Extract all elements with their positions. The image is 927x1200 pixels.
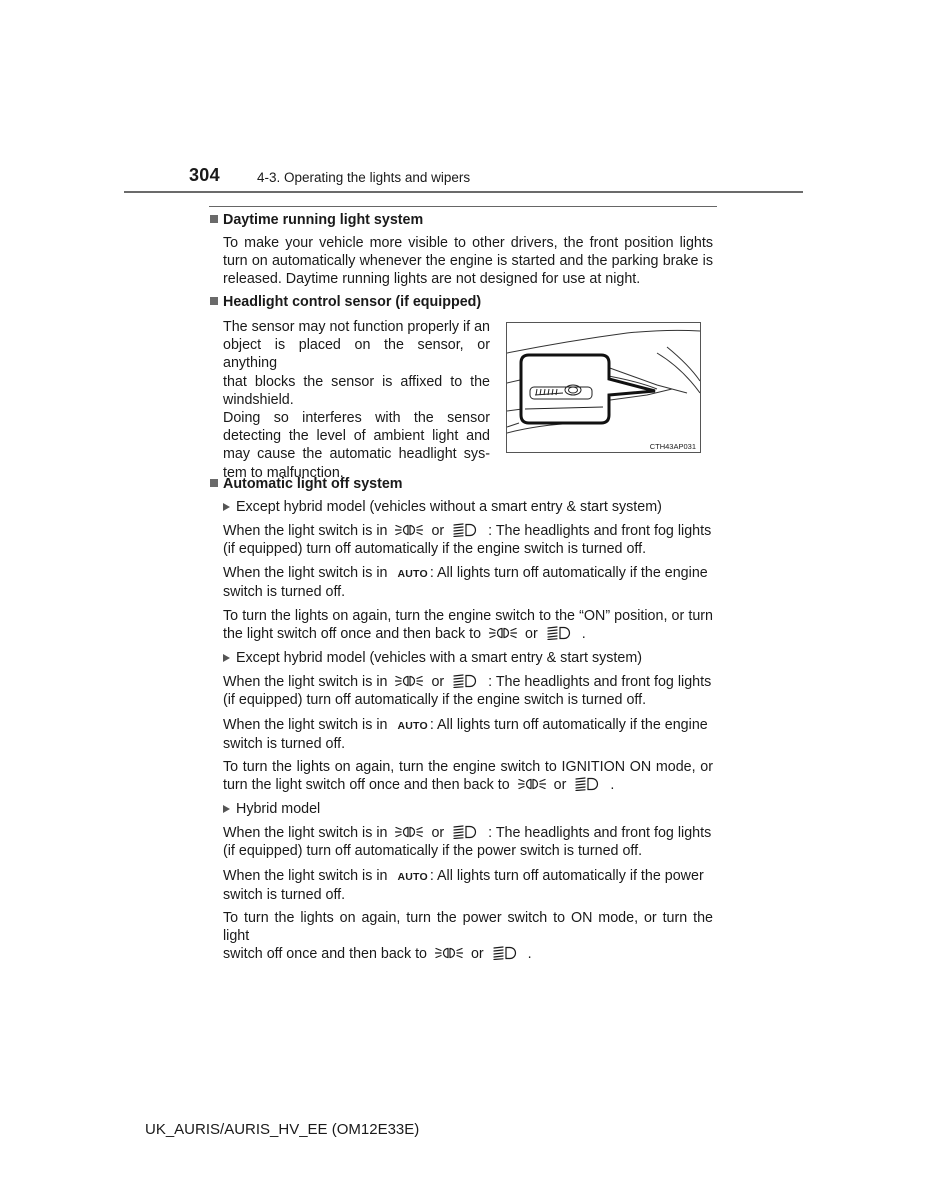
triangle-bullet-icon [223,654,230,662]
auto-icon: AUTO [397,568,428,580]
list-item: When the light switch is in AUTO : All lights turn off automatically if the power switch is turned off. [223,868,704,904]
tail-light-icon [394,825,424,839]
drl-paragraph: To make your vehicle more visible to other drivers, the front position lights turn on automatically whenever the engine is started and the parking brake is released. Daytime running lights are not designed for use at night. [223,235,713,288]
list-item: When the light switch is in or : The headlights and front fog lights (if equipped) turn off automatically if the engine switch is turned off. [223,523,712,558]
headlight-icon [545,626,575,640]
list-item: To turn the lights on again, turn the engine switch to IGNITION ON mode, or turn the light switch off once and then back to or . [223,759,713,794]
heading-automatic-light-off: Automatic light off system [210,476,403,492]
footer-document-code: UK_AURIS/AURIS_HV_EE (OM12E33E) [145,1121,420,1138]
page-number: 304 [189,165,220,185]
sensor-paragraph: The sensor may not function properly if an object is placed on the sensor, or anything that blocks the sensor is affixed to the windshield. Doing so interferes with the sensor detecting the level of ambient light and may cause the automatic headlight sys- tem to malfunction. [223,319,491,481]
subsection-label: Except hybrid model (vehicles without a smart entry & start system) [223,498,662,516]
tail-light-icon [394,523,424,537]
tail-light-icon [517,777,547,791]
headlight-icon [451,674,481,688]
list-item: When the light switch is in or : The headlights and front fog lights (if equipped) turn off automatically if the engine switch is turned off. [223,674,712,709]
square-bullet-icon [210,479,218,487]
auto-icon: AUTO [397,720,428,732]
list-item: To turn the lights on again, turn the engine switch to the “ON” position, or turn the light switch off once and then back to or . [223,608,713,643]
list-item: When the light switch is in AUTO : All lights turn off automatically if the engine switch is turned off. [223,565,708,601]
header-rule [124,191,803,193]
subsection-label: Except hybrid model (vehicles with a smart entry & start system) [223,649,642,667]
list-item: When the light switch is in or : The headlights and front fog lights (if equipped) turn off automatically if the power switch is turned off. [223,825,712,860]
tail-light-icon [434,946,464,960]
sensor-figure [506,322,701,453]
tail-light-icon [394,674,424,688]
tail-light-icon [488,626,518,640]
square-bullet-icon [210,215,218,223]
list-item: To turn the lights on again, turn the power switch to ON mode, or turn the light switch off once and then back to or . [223,910,713,963]
list-item: When the light switch is in AUTO : All lights turn off automatically if the engine switch is turned off. [223,717,708,753]
section-title: 4-3. Operating the lights and wipers [257,170,471,185]
heading-daytime-running-light: Daytime running light system [210,212,423,228]
heading-headlight-control-sensor: Headlight control sensor (if equipped) [210,294,481,310]
headlight-icon [573,777,603,791]
headlight-icon [451,523,481,537]
headlight-icon [491,946,521,960]
triangle-bullet-icon [223,503,230,511]
windshield-sensor-illustration [507,323,700,452]
auto-icon: AUTO [397,871,428,883]
square-bullet-icon [210,297,218,305]
content-rule [209,206,717,207]
subsection-label: Hybrid model [223,800,320,818]
triangle-bullet-icon [223,805,230,813]
figure-label: CTH43AP031 [649,442,696,451]
headlight-icon [451,825,481,839]
